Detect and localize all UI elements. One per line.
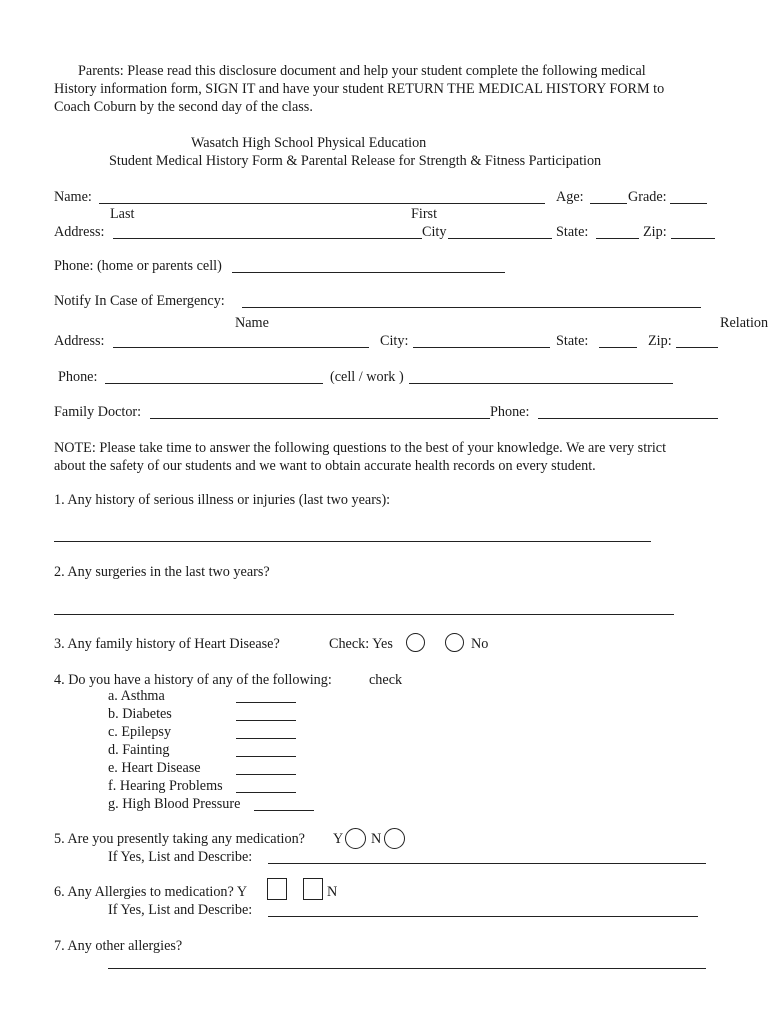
emergency-address-label: Address: bbox=[54, 333, 105, 349]
student-name-field[interactable] bbox=[99, 203, 545, 204]
condition-asthma: a. Asthma bbox=[108, 688, 165, 704]
grade-field[interactable] bbox=[670, 203, 707, 204]
address-label: Address: bbox=[54, 224, 105, 240]
city-label: City bbox=[422, 224, 447, 240]
condition-diabetes: b. Diabetes bbox=[108, 706, 172, 722]
question-6-no-checkbox[interactable] bbox=[303, 878, 323, 900]
condition-epilepsy-check-field[interactable] bbox=[236, 738, 296, 739]
condition-high-blood-pressure-check-field[interactable] bbox=[254, 810, 314, 811]
condition-fainting-check-field[interactable] bbox=[236, 756, 296, 757]
state-label: State: bbox=[556, 224, 589, 240]
question-5-no-radio[interactable] bbox=[384, 828, 405, 849]
emergency-city-field[interactable] bbox=[413, 347, 550, 348]
intro-line-2: History information form, SIGN IT and have your student RETURN THE MEDICAL HISTORY FORM to bbox=[54, 81, 665, 97]
doctor-field[interactable] bbox=[150, 418, 490, 419]
intro-line-3: Coach Coburn by the second day of the class. bbox=[54, 99, 313, 115]
doctor-phone-label: Phone: bbox=[490, 404, 530, 420]
emergency-relation-caption: Relation bbox=[720, 315, 769, 331]
age-field[interactable] bbox=[590, 203, 627, 204]
question-5-no-label: N bbox=[371, 831, 382, 847]
question-3-no-radio[interactable] bbox=[445, 633, 464, 652]
question-7: 7. Any other allergies? bbox=[54, 938, 183, 954]
zip-field[interactable] bbox=[671, 238, 715, 239]
emergency-name-field[interactable] bbox=[242, 307, 701, 308]
question-3-check-label: Check: Yes bbox=[329, 636, 393, 652]
form-title: Student Medical History Form & Parental Release for Strength & Fitness Participation bbox=[109, 153, 602, 169]
condition-high-blood-pressure: g. High Blood Pressure bbox=[108, 796, 241, 812]
emergency-state-field[interactable] bbox=[599, 347, 637, 348]
question-1: 1. Any history of serious illness or injuries (last two years): bbox=[54, 492, 391, 508]
question-5-yes-label: Y bbox=[333, 831, 344, 847]
phone-label: Phone: (home or parents cell) bbox=[54, 258, 222, 274]
question-4-check-label: check bbox=[369, 672, 403, 688]
emergency-cell-field[interactable] bbox=[409, 383, 673, 384]
emergency-city-label: City: bbox=[380, 333, 409, 349]
condition-epilepsy: c. Epilepsy bbox=[108, 724, 172, 740]
emergency-zip-field[interactable] bbox=[676, 347, 718, 348]
emergency-cell-label: (cell / work ) bbox=[330, 369, 404, 385]
condition-fainting: d. Fainting bbox=[108, 742, 170, 758]
question-5-yes-radio[interactable] bbox=[345, 828, 366, 849]
question-6-yes-checkbox[interactable] bbox=[267, 878, 287, 900]
condition-hearing-problems: f. Hearing Problems bbox=[108, 778, 223, 794]
last-name-caption: Last bbox=[110, 206, 135, 222]
zip-label: Zip: bbox=[643, 224, 667, 240]
question-3-yes-radio[interactable] bbox=[406, 633, 425, 652]
condition-asthma-check-field[interactable] bbox=[236, 702, 296, 703]
age-label: Age: bbox=[556, 189, 584, 205]
question-1-answer-field[interactable] bbox=[54, 541, 651, 542]
question-2: 2. Any surgeries in the last two years? bbox=[54, 564, 270, 580]
emergency-phone-field[interactable] bbox=[105, 383, 323, 384]
note-line-1: NOTE: Please take time to answer the following questions to the best of your knowledge. We are very strict bbox=[54, 440, 667, 456]
address-field[interactable] bbox=[113, 238, 422, 239]
emergency-phone-label: Phone: bbox=[58, 369, 98, 385]
condition-heart-disease: e. Heart Disease bbox=[108, 760, 201, 776]
emergency-address-field[interactable] bbox=[113, 347, 369, 348]
question-6-no-label: N bbox=[327, 884, 338, 900]
question-6: 6. Any Allergies to medication? Y bbox=[54, 884, 248, 900]
condition-diabetes-check-field[interactable] bbox=[236, 720, 296, 721]
first-name-caption: First bbox=[411, 206, 438, 222]
condition-hearing-problems-check-field[interactable] bbox=[236, 792, 296, 793]
question-5-list-field[interactable] bbox=[268, 863, 706, 864]
state-field[interactable] bbox=[596, 238, 639, 239]
emergency-label: Notify In Case of Emergency: bbox=[54, 293, 225, 309]
question-7-answer-field[interactable] bbox=[108, 968, 706, 969]
doctor-label: Family Doctor: bbox=[54, 404, 142, 420]
question-2-answer-field[interactable] bbox=[54, 614, 674, 615]
intro-line-1: Parents: Please read this disclosure document and help your student complete the following medical bbox=[78, 63, 646, 79]
question-5: 5. Are you presently taking any medication? bbox=[54, 831, 305, 847]
school-heading: Wasatch High School Physical Education bbox=[191, 135, 427, 151]
question-6-list-label: If Yes, List and Describe: bbox=[108, 902, 253, 918]
name-label: Name: bbox=[54, 189, 92, 205]
phone-field[interactable] bbox=[232, 272, 505, 273]
question-3-no-label: No bbox=[471, 636, 489, 652]
condition-heart-disease-check-field[interactable] bbox=[236, 774, 296, 775]
grade-label: Grade: bbox=[628, 189, 667, 205]
emergency-state-label: State: bbox=[556, 333, 589, 349]
note-line-2: about the safety of our students and we want to obtain accurate health records on every student. bbox=[54, 458, 596, 474]
question-5-list-label: If Yes, List and Describe: bbox=[108, 849, 253, 865]
city-field[interactable] bbox=[448, 238, 552, 239]
question-3: 3. Any family history of Heart Disease? bbox=[54, 636, 280, 652]
question-4: 4. Do you have a history of any of the following: bbox=[54, 672, 332, 688]
question-6-list-field[interactable] bbox=[268, 916, 698, 917]
doctor-phone-field[interactable] bbox=[538, 418, 718, 419]
emergency-zip-label: Zip: bbox=[648, 333, 672, 349]
emergency-name-caption: Name bbox=[235, 315, 269, 331]
